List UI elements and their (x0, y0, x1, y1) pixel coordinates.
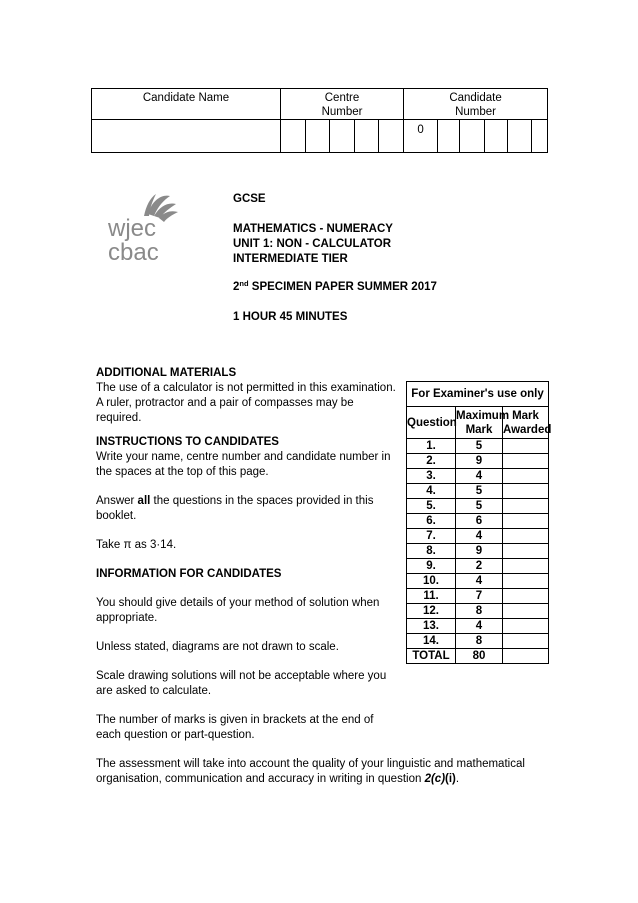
table-row (407, 559, 549, 574)
maximum-mark: 8 (456, 604, 503, 619)
information-heading: INFORMATION FOR CANDIDATES (96, 568, 282, 580)
subject: MATHEMATICS - NUMERACY (233, 223, 393, 235)
additional-materials-text: The use of a calculator is not permitted in this examination. A ruler, protractor and a pair of compasses may be required. (96, 382, 396, 424)
centre-number-box[interactable] (379, 120, 404, 153)
maximum-mark: 4 (456, 529, 503, 544)
mark-awarded-cell[interactable] (503, 544, 549, 559)
table-row (407, 574, 549, 589)
question-number: 11. (407, 589, 456, 604)
maximum-mark: 6 (456, 514, 503, 529)
question-number: 13. (407, 619, 456, 634)
question-number: 10. (407, 574, 456, 589)
tier: INTERMEDIATE TIER (233, 253, 348, 265)
maximum-mark: 4 (456, 469, 503, 484)
question-number: 5. (407, 499, 456, 514)
mark-awarded-cell[interactable] (503, 484, 549, 499)
paper-title-block (233, 192, 437, 325)
information-p3: Scale drawing solutions will not be acceptable where you are asked to calculate. (96, 670, 387, 697)
additional-materials-heading: ADDITIONAL MATERIALS (96, 367, 237, 379)
candidate-details-table (91, 88, 548, 153)
candidate-number-box[interactable] (460, 120, 485, 153)
centre-number-label: Centre Number (281, 89, 404, 120)
candidate-name-field[interactable] (92, 120, 281, 153)
information-p2: Unless stated, diagrams are not drawn to scale. (96, 641, 339, 653)
question-number: 14. (407, 634, 456, 649)
maximum-mark: 5 (456, 484, 503, 499)
specimen-paper: 2nd SPECIMEN PAPER SUMMER 2017 (233, 279, 437, 293)
mark-awarded-cell[interactable] (503, 619, 549, 634)
instructions-heading: INSTRUCTIONS TO CANDIDATES (96, 436, 279, 448)
mark-awarded-cell[interactable] (503, 634, 549, 649)
maximum-mark: 4 (456, 574, 503, 589)
maximum-mark: 8 (456, 634, 503, 649)
question-number: 1. (407, 439, 456, 454)
examiner-use-table (406, 381, 552, 664)
table-row (407, 514, 549, 529)
maximum-mark: 7 (456, 589, 503, 604)
question-number: 9. (407, 559, 456, 574)
total-max-mark: 80 (456, 649, 503, 664)
mark-awarded-cell[interactable] (503, 469, 549, 484)
question-number: 8. (407, 544, 456, 559)
logo-text-cbac: cbac (108, 239, 159, 266)
table-row (407, 619, 549, 634)
question-number: 12. (407, 604, 456, 619)
mark-awarded-cell[interactable] (503, 439, 549, 454)
centre-number-box[interactable] (330, 120, 355, 153)
centre-number-box[interactable] (355, 120, 379, 153)
table-row (407, 604, 549, 619)
column-header-maximum-mark: Maximum Mark (456, 407, 503, 439)
total-awarded-cell[interactable] (503, 649, 549, 664)
column-header-question: Question (407, 407, 456, 439)
candidate-number-box[interactable] (485, 120, 508, 153)
mark-awarded-cell[interactable] (503, 574, 549, 589)
mark-awarded-cell[interactable] (503, 454, 549, 469)
question-number: 6. (407, 514, 456, 529)
mark-awarded-cell[interactable] (503, 514, 549, 529)
unit: UNIT 1: NON - CALCULATOR (233, 238, 392, 250)
question-number: 4. (407, 484, 456, 499)
qualification: GCSE (233, 193, 266, 205)
column-header-mark-awarded: Mark Awarded (503, 407, 549, 439)
table-row (407, 589, 549, 604)
maximum-mark: 4 (456, 619, 503, 634)
instructions-p1: Write your name, centre number and candidate number in the spaces at the top of this page. (96, 451, 391, 478)
candidate-number-box: 0 (404, 120, 438, 153)
maximum-mark: 5 (456, 439, 503, 454)
candidate-number-box[interactable] (508, 120, 532, 153)
maximum-mark: 9 (456, 544, 503, 559)
candidate-name-label: Candidate Name (92, 89, 281, 120)
mark-awarded-cell[interactable] (503, 604, 549, 619)
wjec-cbac-logo (104, 186, 184, 266)
candidate-number-box[interactable] (532, 120, 548, 153)
maximum-mark: 2 (456, 559, 503, 574)
maximum-mark: 5 (456, 499, 503, 514)
table-row (407, 484, 549, 499)
table-row (407, 454, 549, 469)
candidate-number-label: Candidate Number (404, 89, 548, 120)
table-row (407, 634, 549, 649)
logo-text-wjec: wjec (108, 215, 157, 242)
duration: 1 HOUR 45 MINUTES (233, 311, 348, 323)
table-row (407, 544, 549, 559)
table-row (407, 439, 549, 454)
candidate-number-box[interactable] (438, 120, 460, 153)
information-p1: You should give details of your method of solution when appropriate. (96, 597, 380, 624)
mark-awarded-cell[interactable] (503, 529, 549, 544)
instructions-p3: Take π as 3·14. (96, 539, 177, 551)
instructions-p2: Answer all the questions in the spaces provided in this booklet. (96, 495, 374, 522)
question-number: 2. (407, 454, 456, 469)
question-number: 7. (407, 529, 456, 544)
centre-number-box[interactable] (281, 120, 306, 153)
mark-awarded-cell[interactable] (503, 589, 549, 604)
mark-awarded-cell[interactable] (503, 559, 549, 574)
information-p4: The number of marks is given in brackets at the end of each question or part-question. (96, 714, 374, 741)
table-row (407, 529, 549, 544)
information-p5: The assessment will take into account the quality of your linguistic and mathematical organisation, communication and accuracy in writing in question 2(c)(i). (96, 758, 525, 785)
table-row (407, 499, 549, 514)
mark-awarded-cell[interactable] (503, 499, 549, 514)
total-label: TOTAL (407, 649, 456, 664)
table-row (407, 469, 549, 484)
maximum-mark: 9 (456, 454, 503, 469)
examiner-table-title: For Examiner's use only (407, 382, 549, 407)
centre-number-box[interactable] (306, 120, 330, 153)
question-number: 3. (407, 469, 456, 484)
